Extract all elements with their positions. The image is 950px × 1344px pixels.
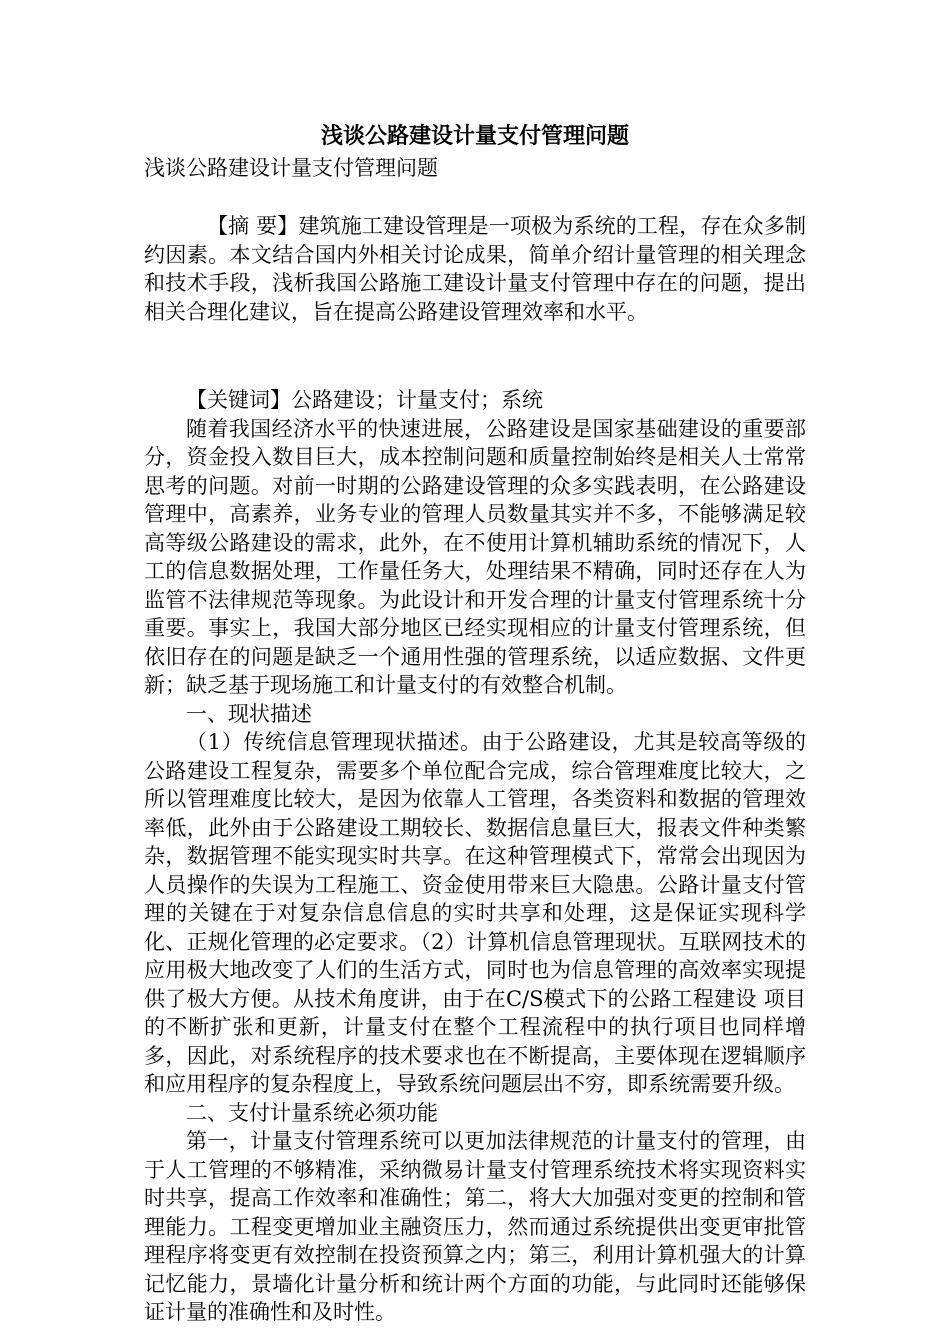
section-body-2: 第一，计量支付管理系统可以更加法律规范的计量支付的管理，由于人工管理的不够精准，采纳微易计量支付管理系统技术将实现资料实时共享，提高工作效率和准确性；第二，将大大加强对变更的控制和管理能力。工程变更增加业主融资压力，然而通过系统提供出变更审批管理程序将变更有效控制在投资预算之内；第三，利用计算机强大的计算记忆能力，景墙化计量分析和统计两个方面的功能，与此同时还能够保证计量的准确性和及时性。 — [144, 1129, 806, 1324]
intro-paragraph: 随着我国经济水平的快速进展，公路建设是国家基础建设的重要部分，资金投入数目巨大，成本控制问题和质量控制始终是相关人士常常思考的问题。对前一时期的公路建设管理的众多实践表明，在公路建设管理中，高素养，业务专业的管理人员数量其实并不多，不能够满足较高等级公路建设的需求，此外，在不使用计算机辅助系统的情况下，人工的信息数据处理，工作量任务大，处理结果不精确，同时还存在人为监管不法律规范等现象。为此设计和开发合理的计量支付管理系统十分重要。事实上，我国大部分地区已经实现相应的计量支付管理系统，但依旧存在的问题是缺乏一个通用性强的管理系统，以适应数据、文件更新；缺乏基于现场施工和计量支付的有效整合机制。 — [144, 416, 806, 697]
document-title: 浅谈公路建设计量支付管理问题 — [320, 123, 629, 149]
section-heading-1: 一、现状描述 — [186, 701, 312, 726]
abstract-paragraph: 【摘 要】建筑施工建设管理是一项极为系统的工程，存在众多制约因素。本文结合国内外相关讨论成果，简单介绍计量管理的相关理念和技术手段，浅析我国公路施工建设计量支付管理中存在的问题，提出相关合理化建议，旨在提高公路建设管理效率和水平。 — [144, 214, 806, 324]
spacer — [144, 326, 806, 386]
document-subtitle: 浅谈公路建设计量支付管理问题 — [144, 156, 438, 180]
section-body-1: （1）传统信息管理现状描述。由于公路建设，尤其是较高等级的公路建设工程复杂，需要多个单位配合完成，综合管理难度比较大，之所以管理难度比较大，是因为依靠人工管理，各类资料和数据的管理效率低，此外由于公路建设工期较长、数据信息量巨大，报表文件种类繁杂，数据管理不能实现实时共享。在这种管理模式下，常常会出现因为人员操作的失误为工程施工、资金使用带来巨大隐患。公路计量支付管理的关键在于对复杂信息信息的实时共享和处理，这是保证实现科学化、正规化管理的必定要求。（2）计算机信息管理现状。互联网技术的应用极大地改变了人们的生活方式，同时也为信息管理的高效率实现提供了极大方便。从技术角度讲，由于在C/S模式下的公路工程建设 项目的不断扩张和更新，计量支付在整个工程流程中的执行项目也同样增多，因此，对系统程序的技术要求也在不断提高，主要体现在逻辑顺序和应用程序的复杂程度上，导致系统问题层出不穷，即系统需要升级。 — [144, 730, 806, 1096]
keywords-paragraph: 【关键词】公路建设；计量支付；系统 — [186, 388, 543, 412]
section-heading-2: 二、支付计量系统必须功能 — [186, 1100, 438, 1125]
spacer — [144, 182, 806, 212]
document-page — [144, 118, 806, 1327]
